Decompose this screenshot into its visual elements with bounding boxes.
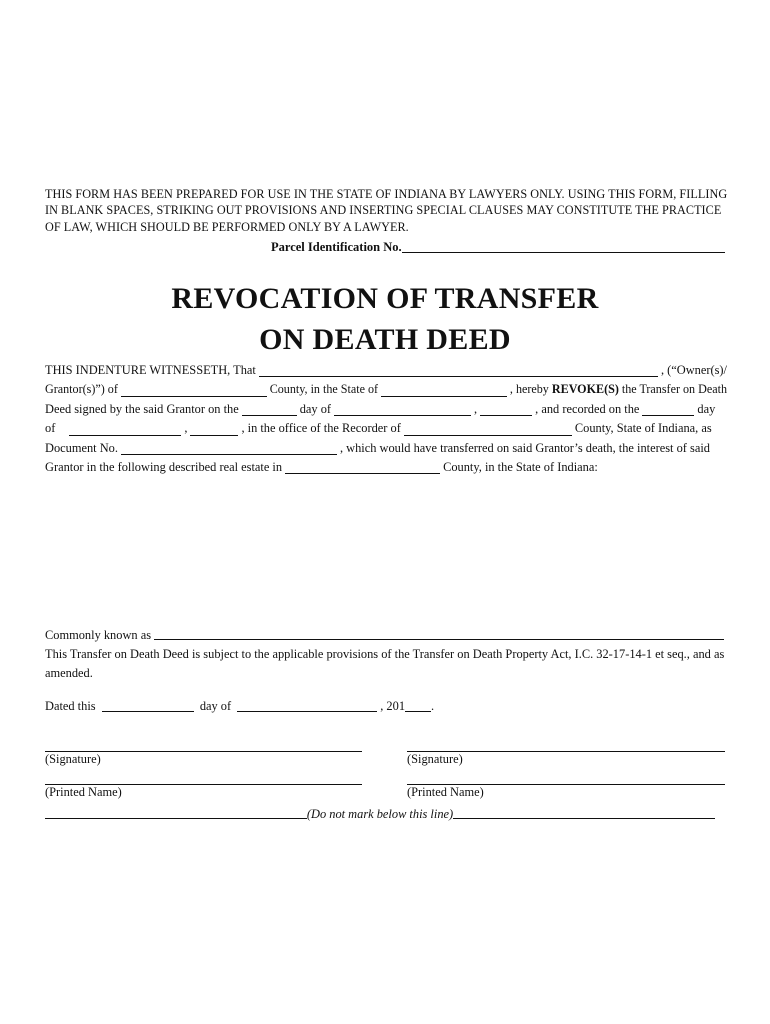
lawyer-notice: THIS FORM HAS BEEN PREPARED FOR USE IN THE STATE OF INDIANA BY LAWYERS ONLY. USING THIS FORM, FILLING IN BLANK SPACES, STRIKING OUT PROVISIONS AND INSERTING SPECIAL CLAUSES MAY CONSTITUTE THE PRACTICE OF LAW, WHICH SHOULD BE PERFORMED ONLY BY A LAWYER.: [45, 187, 728, 234]
subject-clause: This Transfer on Death Deed is subject to the applicable provisions of the Transfer on Death Property Act, I.C. 32-17-14-1 et seq., and as amended.: [45, 647, 725, 680]
body-text: day: [697, 401, 716, 416]
commonly-known-label: Commonly known as: [45, 628, 152, 643]
body-line-2: [45, 380, 727, 399]
body-text: ,: [474, 401, 478, 416]
body-line-6: [45, 458, 727, 477]
signature-line-left[interactable]: [45, 751, 362, 767]
recorded-day-blank[interactable]: [642, 403, 694, 416]
revoke-text: REVOKE(S): [551, 382, 619, 397]
printed-name-label-right: (Printed Name): [407, 785, 484, 799]
signed-month-blank[interactable]: [334, 403, 471, 416]
body-text: , and recorded on the: [535, 401, 640, 416]
dated-year-blank[interactable]: [405, 699, 431, 712]
document-number-blank[interactable]: [121, 442, 337, 455]
dated-period: .: [431, 699, 435, 713]
body-text: Grantor in the following described real estate in: [45, 459, 283, 474]
printed-name-line-left[interactable]: [45, 784, 362, 800]
body-text: Grantor(s)”) of: [45, 382, 118, 397]
body-text: , which would have transferred on said Grantor’s death, the interest of said: [339, 440, 710, 455]
body-text: Document No.: [45, 440, 118, 455]
parcel-id-blank[interactable]: [402, 239, 725, 253]
body-text: the Transfer on Death: [618, 382, 727, 397]
do-not-mark-text: (Do not mark below this line): [306, 807, 454, 821]
commonly-known-blank[interactable]: [154, 627, 724, 640]
do-not-mark-row: [45, 806, 715, 822]
body-text: County, in the State of: [269, 382, 379, 397]
dated-month-blank[interactable]: [237, 699, 377, 712]
do-not-mark-rule-left: [45, 806, 307, 819]
signed-day-blank[interactable]: [242, 403, 297, 416]
dated-year-prefix: , 201: [380, 699, 406, 713]
indenture-body: [45, 361, 727, 477]
dated-label: Dated this: [45, 699, 96, 713]
title-line-1: REVOCATION OF TRANSFER: [171, 282, 599, 315]
real-estate-county-blank[interactable]: [285, 461, 440, 474]
body-line-3: [45, 400, 727, 419]
parcel-id-label: Parcel Identification No.: [271, 240, 402, 254]
body-text: , hereby: [509, 382, 552, 397]
title-line-2: ON DEATH DEED: [259, 323, 511, 356]
body-text: of: [45, 421, 56, 436]
owner-name-blank[interactable]: [259, 364, 658, 377]
signature-label-left: (Signature): [45, 752, 101, 766]
dated-row: [45, 699, 434, 714]
body-text: County, in the State of Indiana:: [443, 459, 598, 474]
body-text: day of: [299, 401, 332, 416]
recorder-county-blank[interactable]: [404, 423, 572, 436]
body-text: ,: [184, 421, 188, 436]
body-line-4: [45, 419, 727, 438]
signature-label-right: (Signature): [407, 752, 463, 766]
body-text: County, State of Indiana, as: [574, 421, 712, 436]
body-text: Deed signed by the said Grantor on the: [45, 401, 239, 416]
printed-name-line-right[interactable]: [407, 784, 725, 800]
signed-year-blank[interactable]: [480, 403, 532, 416]
body-text: , in the office of the Recorder of: [241, 421, 401, 436]
dated-day-blank[interactable]: [102, 699, 194, 712]
signature-line-right[interactable]: [407, 751, 725, 767]
body-line-1: [45, 361, 727, 380]
dated-day-of-label: day of: [199, 699, 232, 713]
parcel-id-row: [271, 239, 725, 255]
recorded-month-blank[interactable]: [69, 423, 181, 436]
printed-name-label-left: (Printed Name): [45, 785, 122, 799]
body-text: , (“Owner(s)/: [660, 362, 727, 377]
grantor-county-blank[interactable]: [121, 384, 267, 397]
do-not-mark-rule-right: [453, 806, 715, 819]
body-line-5: [45, 439, 727, 458]
grantor-state-blank[interactable]: [381, 384, 507, 397]
commonly-known-row: [45, 624, 727, 643]
body-text: THIS INDENTURE WITNESSETH, That: [45, 362, 256, 377]
recorded-year-blank[interactable]: [190, 423, 238, 436]
